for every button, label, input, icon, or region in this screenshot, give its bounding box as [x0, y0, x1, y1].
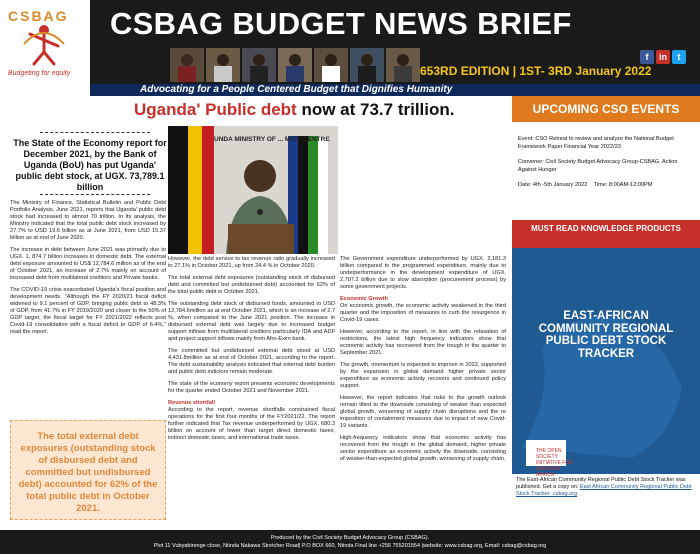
- linkedin-icon[interactable]: in: [656, 50, 670, 64]
- edition-info: 653RD EDITION | 1ST- 3RD January 2022: [420, 64, 652, 78]
- event-time: Time: 8:00AM-12:00PM: [593, 182, 653, 188]
- tracker-caption: [512, 474, 700, 501]
- paragraph: The increase in debt between June 2021 was primarily due to UGX. 1, 874.7 billion increases in domestic debt. The external debt exposure amounted to US$ 12,784.6 million as of the end of October 2021, an increase of 2.7% mainly on account of increased debt from multilateral creditors and Private banks.: [10, 247, 166, 281]
- paragraph: High-frequency indicators show that economic activity has recovered from the trough in the global demand, higher private sector expenditure as economic activity the downside, consisting of weaker-than-expected global growth, worsening of supply chain.: [340, 435, 506, 462]
- paragraph: The outstanding debt stock of disbursed funds, amounted to USD 12,784.6million as at end October 2021, which is an increase of 2.7 %, when compared to the June 2021 position. The increase in disbursed external debt was largely due to increased budget support inflows from multilateral creditors particularly IDA and ADF and project support inflows mainly from Afro-Exim bank.: [168, 301, 335, 342]
- tagline: Advocating for a People Centered Budget that Dignifies Humanity: [140, 84, 453, 95]
- paragraph: However, the debt service to tax revenue ratio gradually increased to 27.1% in October 2021, up from 24.4 % in October 2020.: [168, 256, 335, 269]
- pull-quote: The total external debt exposures (outstanding stock of disbursed debt and committed but undisbursed debt) accounted for 62% of the total public debt in October 2021.: [10, 420, 166, 520]
- paragraph: According to the report, revenue shortfalls constrained fiscal operations for the first four months of the FY2021/22. The report further indicated that Tax revenue underperformed by UGX. 680.3 billion on account of lower than target direct domestic taxes, indirect domestic taxes, and international trade taxes.: [168, 407, 335, 441]
- footer-line-1: Produced by the Civil Society Budget Advocacy Group (CSBAG).: [270, 535, 430, 541]
- debt-tracker-cover[interactable]: [512, 248, 700, 478]
- divider: [40, 132, 150, 133]
- events-panel: [512, 122, 700, 220]
- sidebar: [512, 96, 700, 530]
- paragraph: However, according to the report, in line with the relaxation of restrictions, the latest high frequency indicators show that economic activity has recovered from the trough in the quarter to September 2021.: [340, 329, 506, 356]
- event-convener: Convener: Civil Society Budget Advocacy Group-CSBAG, Action Against Hunger: [518, 159, 678, 173]
- headline-black: now at 73.7 trillion.: [296, 100, 455, 119]
- subheading-growth: Economic Growth: [340, 296, 388, 302]
- events-heading: UPCOMING CSO EVENTS: [512, 96, 700, 122]
- knowledge-products-heading: MUST READ KNOWLEDGE PRODUCTS: [512, 220, 700, 248]
- paragraph: The state of the economy report presents economic developments for the quarter ended October 2021 and November 2021.: [168, 381, 335, 394]
- twitter-icon[interactable]: t: [672, 50, 686, 64]
- article-column-2: [168, 256, 335, 447]
- speaker-photo: [168, 126, 338, 254]
- newsletter-title: CSBAG BUDGET NEWS BRIEF: [110, 6, 572, 41]
- paragraph: However, the report indicates that risks to the growth outlook remain tilted to the downside consisting of weaker than expected global growth, worsening of supply chain disruptions and the re imposition of containment measures due to impact of new Covid-19 variants.: [340, 395, 506, 429]
- article-lead: The State of the Economy report for December 2021, by the Bank of Uganda (BoU) has put Uganda' public debt stock, at UGX. 73,789.1 billion: [13, 138, 167, 192]
- paragraph: The committed but undisbursed external debt stood at USD 4,431.8million as at end of October 2021, according to the report. The debt sustainability analysis indicated that external debt burden and public debt indictors remain moderate.: [168, 348, 335, 375]
- logo-tagline: Budgeting for equity: [8, 70, 71, 77]
- paragraph: The total external debt exposures (outstanding stock of disbursed debt and committed but undisbursed debt) accounted for 62% of the total public debt in October 2021.: [168, 275, 335, 295]
- tracker-title: EAST-AFRICAN COMMUNITY REGIONAL PUBLIC DEBT STOCK TRACKER: [538, 310, 674, 360]
- article-headline: [134, 100, 454, 120]
- footer-line-2: Plot 11 Vubyabirenge close, Ntinda Nakawa Stretcher Road| P.O BOX 660, Ntinda Final line +256 755201554 |website: www.csbag.org, Email: csbag@csbag.org: [153, 543, 547, 549]
- masthead: [0, 0, 700, 96]
- article-column-1: [10, 200, 166, 341]
- event-date: Date: 4th -5th January 2022: [518, 182, 588, 188]
- tracker-link[interactable]: East African Community Regional Public Debt Stock Tracker- csbag.org: [516, 484, 692, 497]
- osiea-logo: THE OPEN SOCIETY INITIATIVE FOR EASTERN AFRICA: [536, 448, 573, 478]
- paragraph: The Ministry of Finance, Statistical Bulletin and Public Debt Portfolio Analysis, June 2021, reports that Uganda' public debt stock had increased to almost 70 trillion. In its analysis, the Ministry indicated that the total public debt stock increased by 27.7% to USD 19.6 billion as at June 2021, from USD 15.37 billion as at end of June 2020.: [10, 200, 166, 241]
- subheading-revenue: Revenue shortfall: [168, 400, 215, 406]
- photo-wall-text: UNDA MINISTRY OF ... MICE CENTRE: [214, 136, 330, 143]
- paragraph: The COVID-19 crisis exacerbated Uganda's fiscal position and development needs. "Although the FY 2020/21 fiscal deficit widened to 9.1 percent of GDP, bringing public debt to 48.3% of GDP, from 41.7% in FY 2019/2020 and closer to the 50% of GDP target, the fiscal target for FY 2021/2022 reflects post Covid-19 consolidation with a fiscal deficit to GDP of 6.4%," read the report.: [10, 287, 166, 335]
- headline-red: Uganda' Public debt: [134, 100, 297, 119]
- paragraph: On economic growth, the economic activity weakened in the third quarter and the imposition of measures to curb the resurgence in Covid-19 cases.: [340, 303, 506, 323]
- logo-text: CSBAG: [8, 8, 69, 24]
- logo-figure-icon: [20, 24, 70, 68]
- footer: [0, 530, 700, 554]
- csbag-logo[interactable]: [0, 0, 90, 96]
- tracker-cover-art: [512, 248, 700, 474]
- article-photo: [168, 126, 338, 254]
- event-description: Event: CSO Retreat to review and analyze the National Budget Framework Paper Financial Year 2022/23: [518, 136, 674, 150]
- caption-text: The East-African Community Regional Public Debt Stock Tracker was published. Get a copy on:: [516, 477, 686, 490]
- event-datetime: [518, 182, 694, 190]
- divider: [40, 194, 150, 195]
- facebook-icon[interactable]: f: [640, 50, 654, 64]
- paragraph: The Government expenditure underperformed by UGX. 2,181.3 billion compared to the programmed expenditure, mainly due to underperformance in the development expenditure of UGX. 2,707.2 billion due to slow absorption (procurement process) by some government projects.: [340, 256, 506, 290]
- article-column-3: [340, 256, 506, 468]
- paragraph: The growth, momentum is expected to improve in 2022, supported by the expansion in global demand higher private sector expenditure as economic activity recovers and continued policy support.: [340, 362, 506, 389]
